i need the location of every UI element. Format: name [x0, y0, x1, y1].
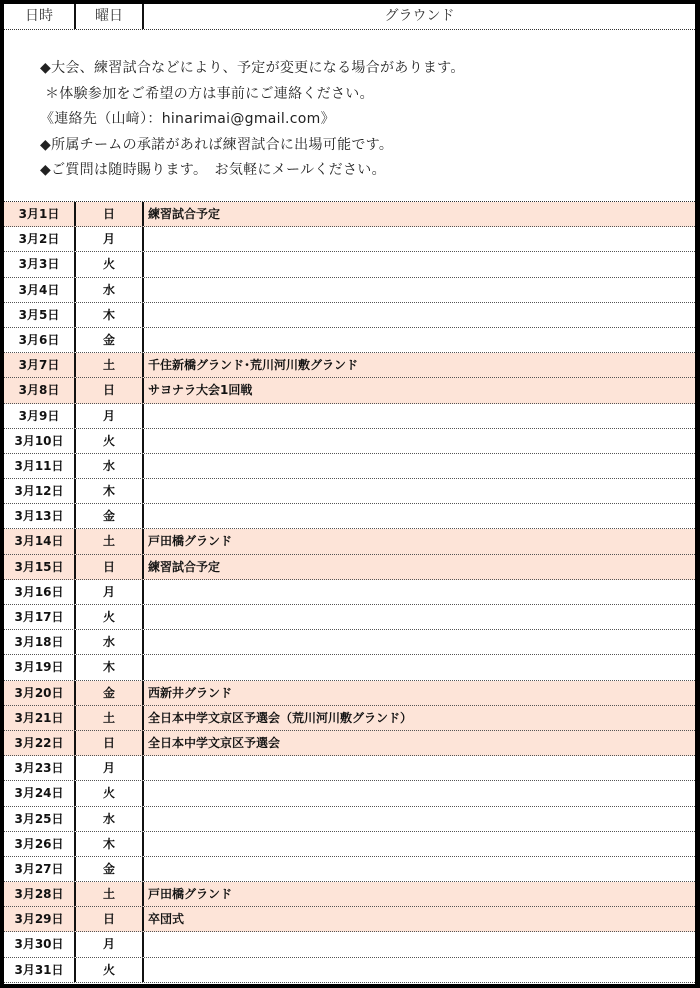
ground-cell — [144, 630, 695, 654]
date-cell: 3月7日 — [4, 353, 76, 377]
table-row — [4, 832, 695, 857]
table-row — [4, 882, 695, 907]
ground-cell: 戸田橋グランド — [148, 887, 233, 902]
ground-cell: 練習試合予定 — [148, 207, 221, 221]
header-ground: グラウンド — [384, 8, 455, 24]
weekday-cell: 月 — [76, 932, 144, 956]
notice-block — [4, 30, 695, 202]
date-cell: 3月15日 — [4, 555, 76, 579]
table-row — [4, 932, 695, 957]
date-cell: 3月4日 — [4, 278, 76, 302]
date-cell: 3月24日 — [4, 781, 76, 805]
notice-questions: ◆ご質問は随時賜ります。 お気軽にメールください。 — [40, 162, 386, 178]
ground-cell — [144, 454, 695, 478]
weekday-cell: 水 — [76, 630, 144, 654]
weekday-cell: 木 — [76, 832, 144, 856]
weekday-cell: 火 — [76, 958, 144, 982]
weekday-cell: 水 — [76, 454, 144, 478]
weekday-cell: 日 — [76, 731, 144, 755]
ground-cell: 全日本中学文京区予選会（荒川河川敷グランド） — [148, 710, 413, 725]
date-cell: 3月20日 — [4, 681, 76, 705]
table-row — [4, 681, 695, 706]
ground-cell — [144, 429, 695, 453]
weekday-cell: 金 — [76, 857, 144, 881]
date-cell: 3月21日 — [4, 706, 76, 730]
weekday-cell: 火 — [76, 605, 144, 629]
ground-cell — [144, 655, 695, 679]
table-row — [4, 202, 695, 227]
ground-cell — [144, 252, 695, 276]
date-cell: 3月31日 — [4, 958, 76, 982]
table-row — [4, 404, 695, 429]
schedule-table-body — [4, 202, 695, 983]
date-cell: 3月30日 — [4, 932, 76, 956]
table-row — [4, 781, 695, 806]
date-cell: 3月17日 — [4, 605, 76, 629]
notice-trial-participation: ＊体験参加をご希望の方は事前にご連絡ください。 — [45, 85, 374, 102]
date-cell: 3月8日 — [4, 378, 76, 402]
table-row — [4, 958, 695, 983]
table-row — [4, 252, 695, 277]
weekday-cell: 土 — [76, 353, 144, 377]
date-cell: 3月28日 — [4, 882, 76, 906]
ground-cell — [144, 958, 695, 982]
date-cell: 3月29日 — [4, 907, 76, 931]
date-cell: 3月3日 — [4, 252, 76, 276]
table-row — [4, 227, 695, 252]
ground-cell — [144, 303, 695, 327]
ground-cell — [144, 807, 695, 831]
weekday-cell: 火 — [76, 781, 144, 805]
table-row — [4, 378, 695, 403]
ground-cell — [144, 479, 695, 503]
date-cell: 3月1日 — [4, 202, 76, 226]
weekday-cell: 日 — [76, 202, 144, 226]
date-cell: 3月26日 — [4, 832, 76, 856]
date-cell: 3月12日 — [4, 479, 76, 503]
notice-schedule-change: ◆大会、練習試合などにより、予定が変更になる場合があります。 — [40, 60, 465, 76]
ground-cell — [144, 781, 695, 805]
notice-practice-match: ◆所属チームの承諾があれば練習試合に出場可能です。 — [40, 136, 394, 153]
date-cell: 3月18日 — [4, 630, 76, 654]
weekday-cell: 日 — [76, 378, 144, 402]
table-row — [4, 580, 695, 605]
date-cell: 3月25日 — [4, 807, 76, 831]
table-row — [4, 756, 695, 781]
ground-cell: 全日本中学文京区予選会 — [148, 735, 281, 750]
ground-cell — [144, 756, 695, 780]
ground-cell — [144, 504, 695, 528]
ground-cell — [144, 278, 695, 302]
ground-cell: 戸田橋グランド — [148, 534, 233, 549]
weekday-cell: 金 — [76, 504, 144, 528]
ground-cell — [144, 404, 695, 428]
weekday-cell: 月 — [76, 227, 144, 251]
ground-cell — [144, 832, 695, 856]
ground-cell — [144, 932, 695, 956]
date-cell: 3月16日 — [4, 580, 76, 604]
ground-cell — [144, 580, 695, 604]
header-date: 日時 — [4, 4, 76, 29]
weekday-cell: 日 — [76, 907, 144, 931]
date-cell: 3月5日 — [4, 303, 76, 327]
weekday-cell: 水 — [76, 807, 144, 831]
ground-cell — [144, 328, 695, 352]
table-row — [4, 630, 695, 655]
weekday-cell: 木 — [76, 479, 144, 503]
table-row — [4, 353, 695, 378]
ground-cell: サヨナラ大会1回戦 — [148, 383, 253, 398]
ground-cell: 卒団式 — [148, 912, 185, 927]
weekday-cell: 水 — [76, 278, 144, 302]
date-cell: 3月23日 — [4, 756, 76, 780]
weekday-cell: 木 — [76, 303, 144, 327]
table-row — [4, 907, 695, 932]
weekday-cell: 月 — [76, 756, 144, 780]
ground-cell: 西新井グランド — [148, 685, 233, 700]
table-row — [4, 504, 695, 529]
weekday-cell: 日 — [76, 555, 144, 579]
ground-cell: 千住新橋グランド･荒川河川敷グランド — [148, 358, 359, 373]
table-row — [4, 555, 695, 580]
schedule-sheet — [4, 4, 695, 984]
ground-cell — [144, 227, 695, 251]
date-cell: 3月9日 — [4, 404, 76, 428]
date-cell: 3月14日 — [4, 529, 76, 553]
date-cell: 3月11日 — [4, 454, 76, 478]
weekday-cell: 火 — [76, 252, 144, 276]
ground-cell — [144, 605, 695, 629]
date-cell: 3月22日 — [4, 731, 76, 755]
weekday-cell: 火 — [76, 429, 144, 453]
notice-contact-email: 《連絡先（山﨑）：hinarimai@gmail.com》 — [40, 111, 335, 127]
ground-cell — [144, 857, 695, 881]
weekday-cell: 土 — [76, 706, 144, 730]
date-cell: 3月19日 — [4, 655, 76, 679]
table-row — [4, 479, 695, 504]
ground-cell: 練習試合予定 — [148, 559, 221, 574]
date-cell: 3月10日 — [4, 429, 76, 453]
table-row — [4, 731, 695, 756]
header-weekday: 曜日 — [76, 4, 144, 29]
weekday-cell: 金 — [76, 681, 144, 705]
table-row — [4, 529, 695, 554]
weekday-cell: 土 — [76, 529, 144, 553]
date-cell: 3月27日 — [4, 857, 76, 881]
table-row — [4, 454, 695, 479]
date-cell: 3月2日 — [4, 227, 76, 251]
table-row — [4, 706, 695, 731]
table-row — [4, 328, 695, 353]
weekday-cell: 木 — [76, 655, 144, 679]
date-cell: 3月6日 — [4, 328, 76, 352]
weekday-cell: 月 — [76, 580, 144, 604]
weekday-cell: 月 — [76, 404, 144, 428]
weekday-cell: 金 — [76, 328, 144, 352]
table-row — [4, 278, 695, 303]
table-header — [4, 4, 695, 30]
table-row — [4, 857, 695, 882]
table-row — [4, 655, 695, 680]
table-row — [4, 807, 695, 832]
weekday-cell: 土 — [76, 882, 144, 906]
table-row — [4, 429, 695, 454]
date-cell: 3月13日 — [4, 504, 76, 528]
table-row — [4, 605, 695, 630]
table-row — [4, 303, 695, 328]
